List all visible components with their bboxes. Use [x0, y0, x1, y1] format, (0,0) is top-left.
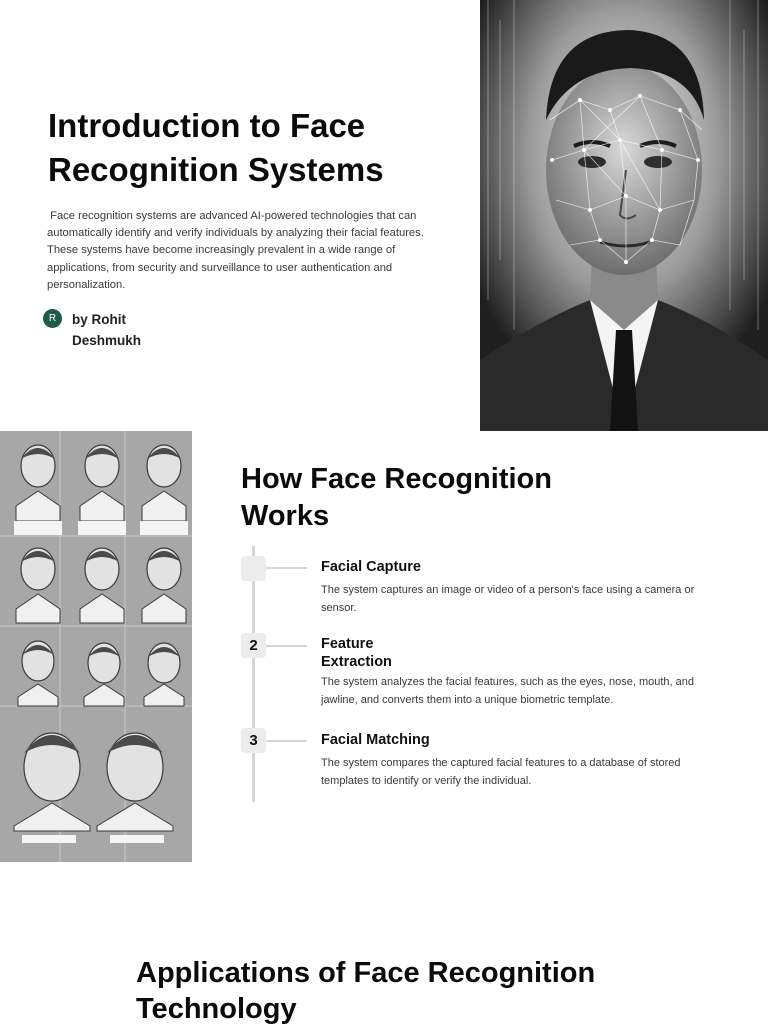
step-1-description: The system captures an image or video of a person's face using a camera or sensor. — [321, 584, 695, 614]
applications-title: Applications of Face Recognition Technology — [136, 957, 596, 1025]
step-1-connector — [266, 567, 307, 569]
step-2-marker: 2 — [241, 633, 266, 658]
how-it-works-title: How Face Recognition Works — [241, 463, 552, 532]
step-1-marker — [241, 556, 266, 581]
hero-face-mesh-image — [480, 0, 768, 431]
step-3-description: The system compares the captured facial features to a database of stored templates to identify or verify the individual. — [321, 757, 681, 787]
step-3-title: Facial Matching — [321, 732, 430, 748]
author-name: by Rohit Deshmukh — [72, 312, 142, 348]
step-2-description: The system analyzes the facial features, such as the eyes, nose, mouth, and jawline, and converts them into a unique biometric template. — [321, 676, 694, 706]
intro-title: Introduction to Face Recognition Systems — [48, 107, 384, 188]
step-1-title: Facial Capture — [321, 559, 421, 575]
author-avatar: R — [43, 309, 62, 328]
step-3-connector — [266, 740, 307, 742]
faces-grid-illustration — [0, 431, 192, 862]
hero-face-mesh-illustration — [480, 0, 768, 431]
timeline-line — [252, 546, 255, 802]
step-3-marker: 3 — [241, 728, 266, 753]
intro-description: Face recognition systems are advanced AI-powered technologies that can automatically identify and verify individuals by analyzing their facial features. These systems have become increasingly prevalent in a wide range of applications, from security and surveillance to user authentication and personalization. — [47, 210, 427, 291]
step-2-connector — [266, 645, 307, 647]
faces-grid-drawing — [0, 431, 192, 862]
step-2-title: Feature Extraction — [321, 636, 392, 670]
